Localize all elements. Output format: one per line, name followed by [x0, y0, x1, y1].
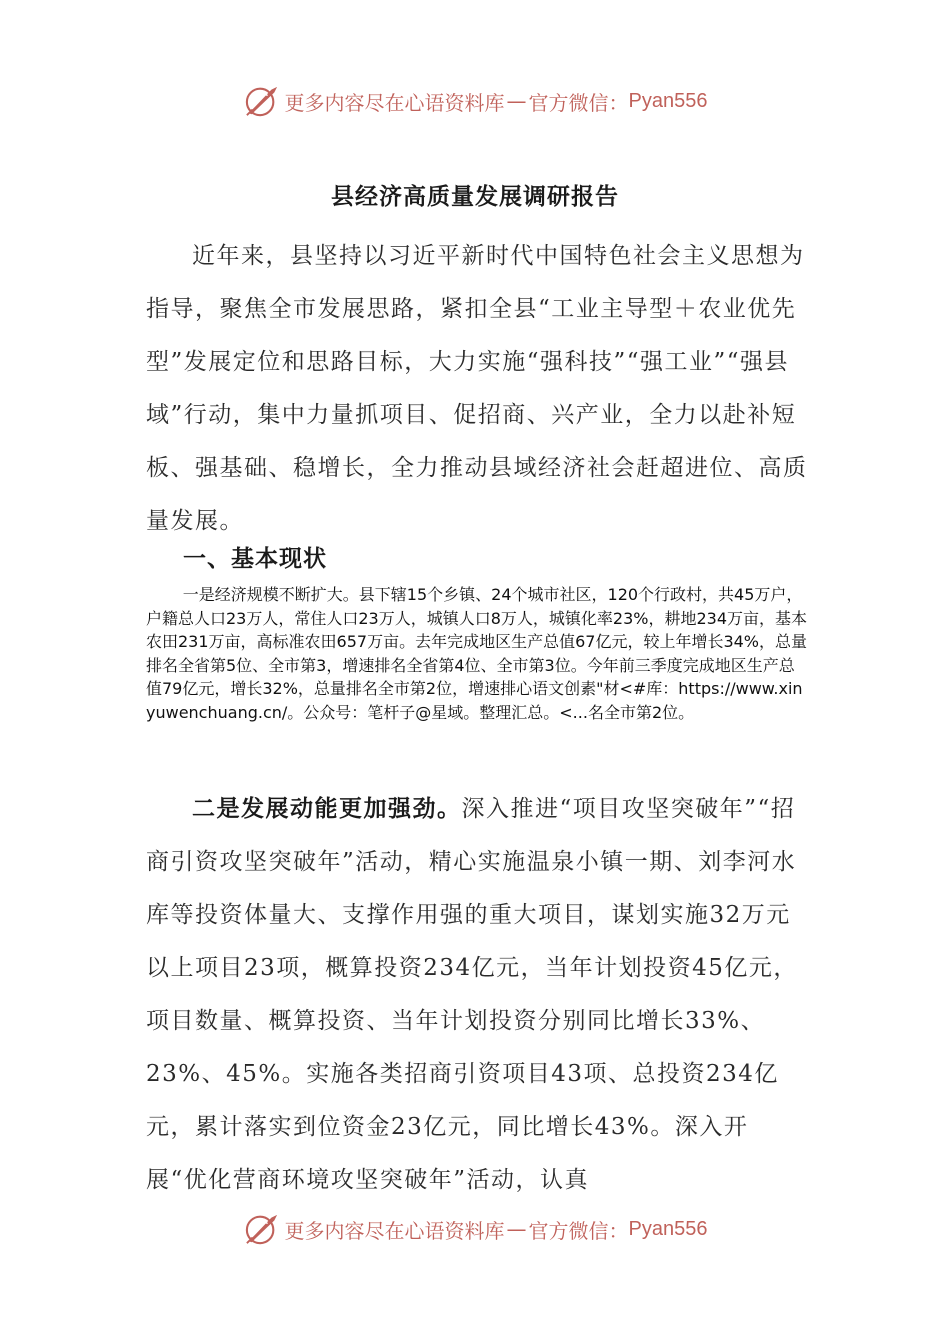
banner-wechat-id: Pyan556 — [628, 89, 708, 112]
banner-wechat-label: 官方微信： — [528, 1218, 629, 1243]
document-title: 县经济高质量发展调研报告 — [331, 184, 619, 210]
banner-separator: — — [506, 1217, 527, 1241]
quill-pen-logo-icon — [243, 1212, 281, 1246]
paragraph-development-momentum — [146, 783, 808, 1207]
paragraph-economic-scale — [146, 583, 808, 724]
footer-banner — [0, 1212, 950, 1246]
section-heading-basic-status: 一、基本现状 — [183, 546, 327, 572]
paragraph-economic-scale-text: 一是经济规模不断扩大。县下辖15个乡镇、24个城市社区，120个行政村，共45万户，户籍总人口23万人，常住人口23万人，城镇人口8万人，城镇化率23%，耕地234万亩，基本农田231万亩，高标准农田657万亩。去年完成地区生产总值67亿元，较上年增长34%，总量排名全省第5位、全市第3，增速排名全省第4位、全市第3位。今年前三季度完成地区生产总值79亿元，增长32%，总量排名全市第2位，增速排心语文创素"材<#库：https://www.xinyuwenchuang.cn/。公众号：笔杆子@星域。整理汇总。<...名全市第2位。 — [146, 585, 808, 722]
paragraph-development-momentum-text: 深入推进“项目攻坚突破年”“招商引资攻坚突破年”活动，精心实施温泉小镇一期、刘李河水库等投资体量大、支撑作用强的重大项目，谋划实施32万元以上项目23项，概算投资234亿元，当年计划投资45亿元，项目数量、概算投资、当年计划投资分别同比增长33%、23%、45%。实施各类招商引资项目43项、总投资234亿元，累计落实到位资金23亿元，同比增长43%。深入开展“优化营商环境攻坚突破年”活动，认真 — [146, 796, 798, 1193]
banner-text: 更多内容尽在心语资料库 — [284, 90, 505, 115]
banner-text: 更多内容尽在心语资料库 — [284, 1218, 505, 1243]
banner-wechat-id: Pyan556 — [628, 1217, 708, 1240]
intro-text: 近年来，县坚持以习近平新时代中国特色社会主义思想为指导，聚焦全市发展思路，紧扣全县“工业主导型＋农业优先型”发展定位和思路目标，大力实施“强科技”“强工业”“强县域”行动，集中力量抓项目、促招商、兴产业，全力以赴补短板、强基础、稳增长，全力推动县域经济社会赶超进位、高质量发展。 — [146, 243, 808, 534]
intro-paragraph — [146, 230, 808, 548]
header-banner — [0, 84, 950, 118]
banner-wechat-label: 官方微信： — [528, 90, 629, 115]
banner-separator: — — [506, 89, 527, 113]
quill-pen-logo-icon — [243, 84, 281, 118]
paragraph-lead-bold: 二是发展动能更加强劲。 — [192, 796, 462, 822]
